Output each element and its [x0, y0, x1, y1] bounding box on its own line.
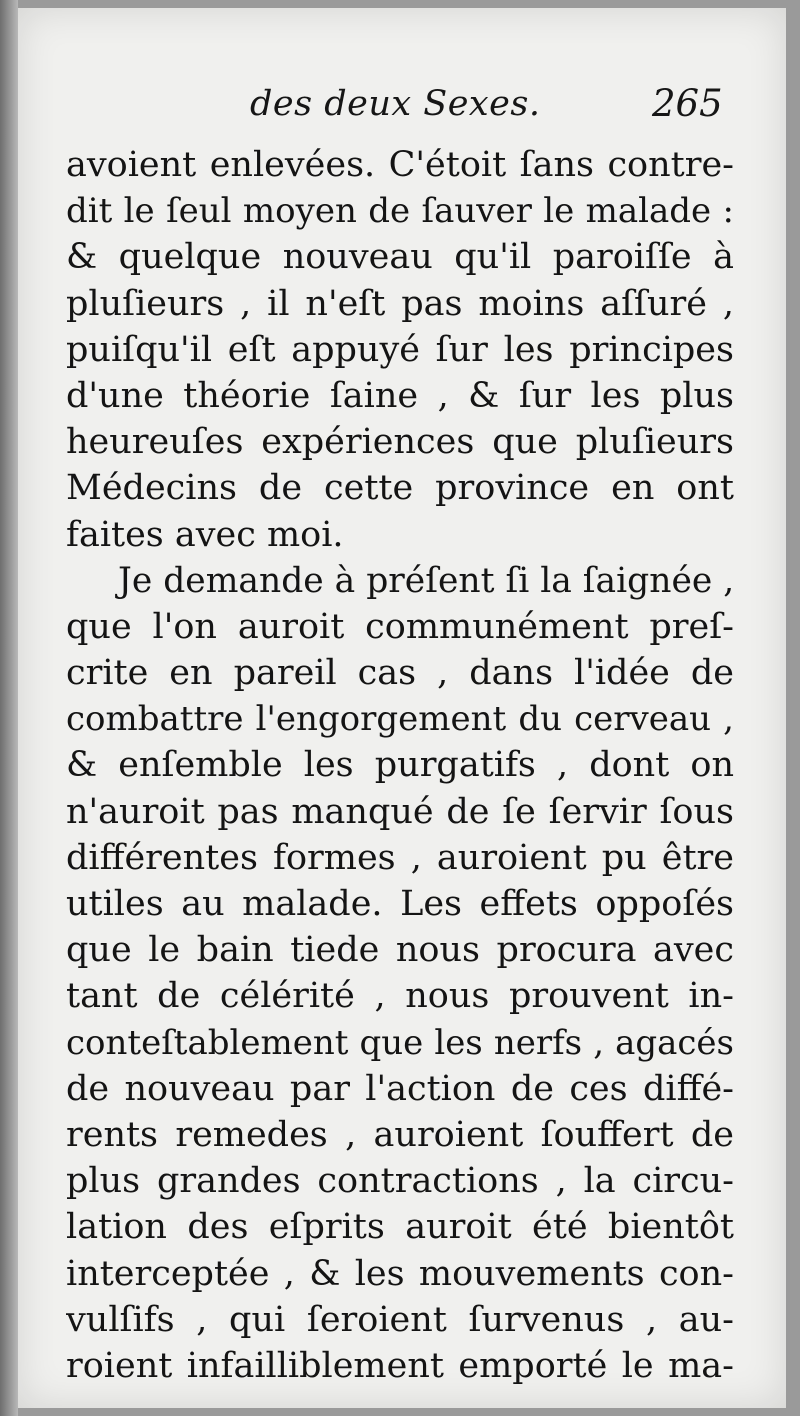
- text-line: pluſieurs , il n'eſt pas moins aſſuré ,: [66, 283, 734, 324]
- text-line: lation des eſprits auroit été bientôt: [66, 1207, 734, 1248]
- text-line: dit le ſeul moyen de ſauver le malade :: [66, 191, 734, 232]
- text-line: tant de célérité , nous prouvent in-: [66, 976, 734, 1017]
- text-line: différentes formes , auroient pu être: [66, 837, 734, 878]
- text-line: conteſtablement que les nerfs , agacés: [66, 1022, 734, 1063]
- text-line: heureuſes expériences que pluſieurs: [66, 422, 734, 463]
- text-line: Médecins de cette province en ont: [66, 468, 734, 509]
- text-line: combattre l'engorgement du cerveau ,: [66, 699, 734, 740]
- text-line: que le bain tiede nous procura avec: [66, 930, 734, 971]
- text-line: puiſqu'il eſt appuyé ſur les principes: [66, 329, 734, 370]
- text-line: plus grandes contractions , la circu-: [66, 1161, 734, 1202]
- text-line: avoient enlevées. C'étoit ſans contre-: [66, 145, 734, 185]
- paragraph-end-line: faites avec moi.: [66, 514, 344, 555]
- book-gutter: [0, 0, 18, 1416]
- text-line: utiles au malade. Les effets oppoſés: [66, 884, 734, 924]
- paragraph-start-line: Je demande à préſent ſi la ſaignée ,: [118, 560, 734, 601]
- text-line: & enſemble les purgatifs , dont on: [66, 745, 734, 786]
- body-text: [66, 142, 734, 1389]
- text-line: de nouveau par l'action de ces diffé-: [66, 1068, 734, 1109]
- text-line: & quelque nouveau qu'il paroiſſe à: [66, 237, 734, 278]
- text-line: roient infailliblement emporté le ma-: [66, 1345, 734, 1386]
- page-number: 265: [652, 82, 723, 125]
- text-line: d'une théorie ſaine , & ſur les plus: [66, 375, 734, 416]
- text-line: vulſifs , qui ſeroient ſurvenus , au-: [66, 1299, 734, 1340]
- running-head: [0, 84, 800, 134]
- text-line: que l'on auroit communément preſ-: [66, 606, 734, 647]
- running-title: des deux Sexes.: [250, 84, 541, 124]
- text-line: interceptée , & les mouvements con-: [66, 1253, 734, 1294]
- text-line: n'auroit pas manqué de ſe ſervir ſous: [66, 791, 734, 832]
- text-line: rents remedes , auroient ſouffert de: [66, 1114, 734, 1155]
- text-line: crite en pareil cas , dans l'idée de: [66, 653, 734, 694]
